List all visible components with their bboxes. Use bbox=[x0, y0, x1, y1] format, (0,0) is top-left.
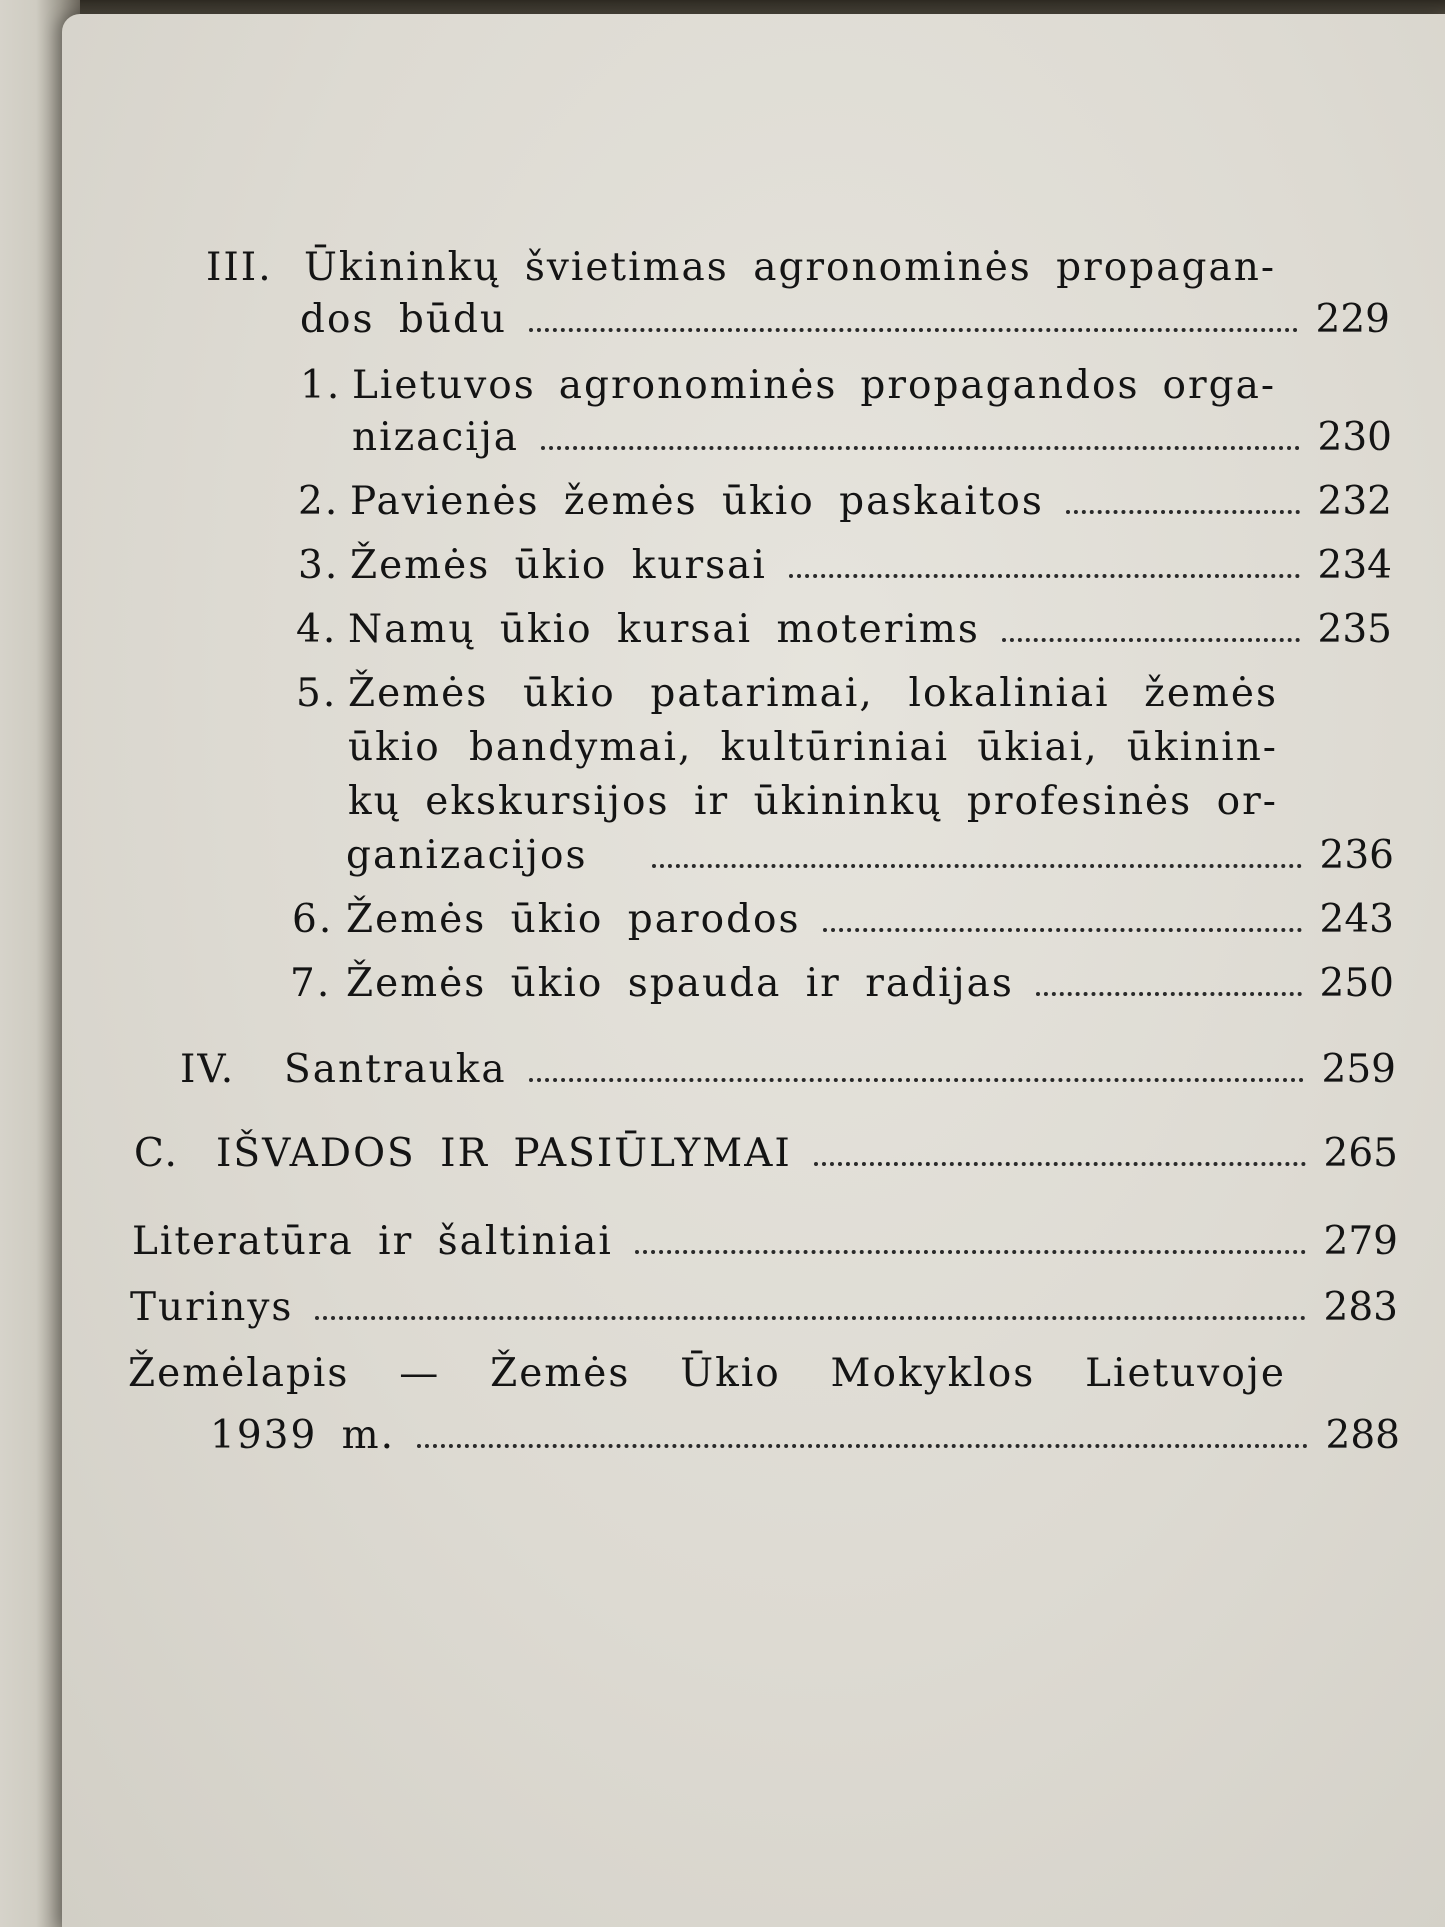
toc-entry-3 bbox=[298, 536, 1392, 588]
toc-page-number: 288 bbox=[1325, 1413, 1400, 1458]
dot-leader bbox=[315, 1316, 1305, 1320]
toc-label: Žemės ūkio parodos bbox=[346, 897, 801, 942]
toc-page-number: 235 bbox=[1317, 607, 1392, 652]
toc-entry-5-line1 bbox=[296, 664, 1278, 716]
toc-entry-iii-line2 bbox=[300, 290, 1390, 342]
toc-number: IV. bbox=[180, 1047, 236, 1092]
dot-leader bbox=[529, 328, 1298, 332]
toc-entry-c bbox=[134, 1124, 1398, 1176]
toc-entry-5-line3 bbox=[348, 772, 1278, 824]
toc-entry-literature bbox=[132, 1212, 1398, 1264]
toc-number: C. bbox=[134, 1131, 179, 1176]
toc-label: Pavienės žemės ūkio paskaitos bbox=[350, 479, 1044, 524]
toc-entry-1-line1 bbox=[300, 356, 1276, 408]
toc-page-number: 234 bbox=[1317, 543, 1392, 588]
toc-number: 4. bbox=[296, 607, 338, 652]
dot-leader bbox=[1036, 992, 1302, 996]
toc-entry-7 bbox=[290, 954, 1394, 1006]
toc-page-number: 232 bbox=[1317, 479, 1392, 524]
toc-number: 3. bbox=[298, 543, 340, 588]
dot-leader bbox=[417, 1444, 1308, 1448]
toc-number: III. bbox=[206, 245, 273, 290]
toc-page-number: 283 bbox=[1323, 1285, 1398, 1330]
toc-page-number: 229 bbox=[1315, 297, 1390, 342]
dot-leader bbox=[1066, 510, 1300, 514]
toc-entry-4 bbox=[296, 600, 1392, 652]
toc-number: 7. bbox=[290, 961, 332, 1006]
toc-entry-map-line2 bbox=[210, 1406, 1400, 1458]
dot-leader bbox=[652, 864, 1302, 868]
toc-label: Žemės ūkio kursai bbox=[350, 543, 767, 588]
toc-label: nizacija bbox=[352, 415, 520, 460]
toc-page-number: 243 bbox=[1319, 897, 1394, 942]
toc-label: Literatūra ir šaltiniai bbox=[132, 1219, 613, 1264]
toc-number: 5. bbox=[296, 671, 338, 716]
toc-number: 1. bbox=[300, 363, 342, 408]
toc-entry-contents bbox=[130, 1278, 1398, 1330]
toc-entry-1-line2 bbox=[352, 408, 1392, 460]
toc-label: Ūkininkų švietimas agronominės propagan- bbox=[304, 245, 1276, 290]
toc-page-number: 236 bbox=[1319, 833, 1394, 878]
toc-label: ganizacijos bbox=[346, 833, 588, 878]
toc-entry-map-line1 bbox=[128, 1344, 1286, 1396]
toc-label: IŠVADOS IR PASIŪLYMAI bbox=[216, 1131, 792, 1176]
toc-label: Žemės ūkio patarimai, lokaliniai žemės bbox=[348, 671, 1278, 716]
toc-entry-5-line4 bbox=[346, 826, 1394, 878]
toc-page-number: 279 bbox=[1323, 1219, 1398, 1264]
toc-label: Žemėlapis — Žemės Ūkio Mokyklos Lietuvoje bbox=[128, 1351, 1286, 1396]
toc-label: Žemės ūkio spauda ir radijas bbox=[346, 961, 1014, 1006]
toc-entry-5-line2 bbox=[348, 718, 1278, 770]
toc-label: Lietuvos agronominės propagandos orga- bbox=[352, 363, 1276, 408]
dot-leader bbox=[635, 1250, 1306, 1254]
dot-leader bbox=[789, 574, 1300, 578]
toc-page-number: 250 bbox=[1319, 961, 1394, 1006]
dot-leader bbox=[823, 928, 1302, 932]
dot-leader bbox=[541, 446, 1299, 450]
toc-label: Santrauka bbox=[284, 1047, 507, 1092]
toc-page-number: 265 bbox=[1323, 1131, 1398, 1176]
toc-entry-iii-line1 bbox=[206, 238, 1276, 290]
dot-leader bbox=[1002, 638, 1300, 642]
toc-label: dos būdu bbox=[300, 297, 508, 342]
toc-number: 2. bbox=[298, 479, 340, 524]
toc-entry-iv bbox=[180, 1040, 1396, 1092]
toc-entry-2 bbox=[298, 472, 1392, 524]
toc-label: ūkio bandymai, kultūriniai ūkiai, ūkinin- bbox=[348, 725, 1278, 770]
toc-label: Turinys bbox=[130, 1285, 294, 1330]
toc-label: Namų ūkio kursai moterims bbox=[348, 607, 980, 652]
toc-page-number: 259 bbox=[1321, 1047, 1396, 1092]
toc-number: 6. bbox=[292, 897, 334, 942]
toc-page-number: 230 bbox=[1317, 415, 1392, 460]
dot-leader bbox=[529, 1078, 1304, 1082]
toc-entry-6 bbox=[292, 890, 1394, 942]
dot-leader bbox=[814, 1162, 1306, 1166]
toc-label: kų ekskursijos ir ūkininkų profesinės or- bbox=[348, 779, 1278, 824]
toc-label: 1939 m. bbox=[210, 1413, 396, 1458]
